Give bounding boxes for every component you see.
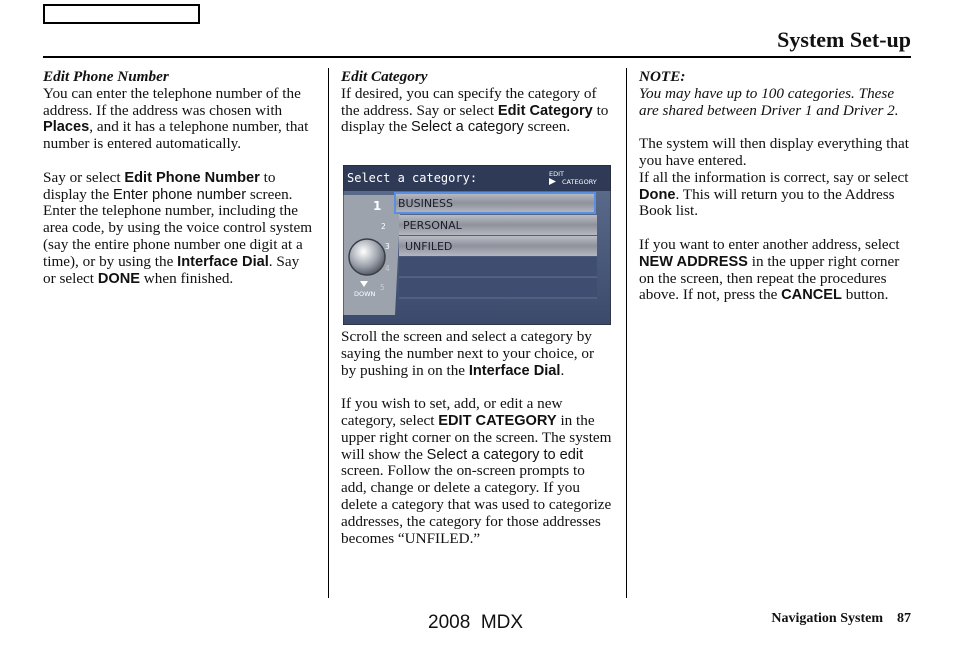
column-edit-phone [43,69,315,304]
cancel-term: CANCEL [781,287,842,304]
category-num-5: 5 [380,283,385,292]
category-row-2[interactable] [381,215,597,235]
header-tab-box [43,4,200,24]
edit-category-caps-term: EDIT CATEGORY [438,412,557,429]
edit-category-button-line2[interactable]: CATEGORY [562,178,597,186]
down-label[interactable]: DOWN [354,290,376,298]
category-num-3: 3 [385,242,390,251]
column-note [639,69,911,321]
note-paragraph-2: If you want to enter another address, select NEW ADDRESS in the upper right corner on the screen, then repeat the procedures above. If not, press the CANCEL button. [639,235,900,304]
category-label-3: UNFILED [405,240,453,253]
page-title: System Set-up [777,27,911,52]
category-row-1[interactable] [373,193,595,213]
done-term-2: Done [639,186,676,203]
category-num-1: 1 [373,199,382,213]
note-text: You may have up to 100 categories. These are shared between Driver 1 and Driver 2. [639,84,899,119]
screen-title: Select a category: [347,171,478,185]
select-category-to-edit-term: Select a category to edit [426,446,584,463]
category-num-4: 4 [385,264,390,273]
done-term: DONE [97,270,140,287]
interface-dial-icon [349,239,385,275]
select-a-category-screen-term: Select a category [411,119,524,136]
interface-dial-term-2: Interface Dial [468,362,561,379]
edit-category-heading: Edit Category [341,68,428,85]
interface-dial-term: Interface Dial [177,253,269,270]
category-row-4-bg [399,257,597,277]
edit-category-paragraph-2: Scroll the screen and select a category by saying the number next to your choice, or by pushing in on the Interface Dial. [341,327,595,379]
category-row-3[interactable] [385,236,597,256]
select-category-screenshot [343,165,611,325]
edit-phone-heading: Edit Phone Number [43,68,169,85]
note-paragraph-1: The system will then display everything that you have entered. If all the information is correct, say or select Done. This will return you to the Address Book list. [639,135,909,220]
places-term: Places [43,119,90,136]
edit-phone-number-term: Edit Phone Number [124,169,260,186]
footer-model: 2008 MDX [428,612,524,633]
category-row-5[interactable] [380,278,597,298]
page-number: 87 [897,611,911,626]
edit-phone-paragraph-2: Say or select Edit Phone Number to display the Enter phone number screen. Enter the telephone number, including the area code, by using the voice control system (say the entire phone number one digit at a time), or by using the Interface Dial. Say or select DONE when finished. [43,168,313,287]
footer-section: Navigation System [771,611,883,626]
footer-page-info [771,611,911,627]
new-address-term: NEW ADDRESS [639,253,748,270]
category-num-2: 2 [381,222,386,231]
edit-category-paragraph-1: If desired, you can specify the category of the address. Say or select Edit Category to display the Select a category screen. [341,84,609,136]
nav-screen-svg [343,165,611,325]
note-label: NOTE: [639,68,686,85]
category-label-1: BUSINESS [398,197,453,210]
edit-category-button[interactable]: EDIT [549,170,564,178]
edit-category-term: Edit Category [497,102,593,119]
edit-category-paragraph-3: If you wish to set, add, or edit a new category, select EDIT CATEGORY in the upper right corner on the screen. The system will show the Select a category to edit screen. Follow the on-screen prompts to add, change or delete a category. If you delete a category that was used to categorize addresses, the category for those addresses becomes “UNFILED.” [341,395,612,547]
category-row-5-bg [399,278,597,298]
column-divider-1 [328,68,329,598]
edit-phone-paragraph-1: You can enter the telephone number of the address. If the address was chosen with Places, and it has a telephone number, that number is entered automatically. [43,84,309,153]
column-divider-2 [626,68,627,598]
enter-phone-number-screen-term: Enter phone number [113,186,247,203]
category-row-4[interactable] [385,257,597,277]
category-label-2: PERSONAL [403,219,462,232]
header-rule [43,56,911,58]
